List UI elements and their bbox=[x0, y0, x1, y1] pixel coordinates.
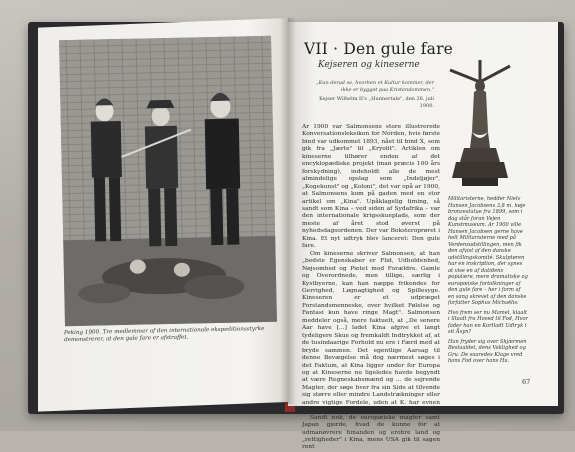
epigraph-quote: „Kun derad se, hvorhen et Kultur kommer, der ikke er bygget paa Kristendommen." bbox=[316, 80, 434, 93]
body-paragraph: Sandt nok, de europæiske magter samt Japan gjorde, hvad de kunne for at udmanøvrere hinanden og erobre land og „rettigheder" i Kina, mens USA gik til sagen rent bbox=[302, 414, 440, 451]
book-gutter-shadow bbox=[280, 18, 296, 404]
historical-photograph bbox=[59, 36, 277, 326]
sidebar-verse: Han fryder sig over Skjærmen Bestaaldet, dens Vaklighed og Gru. De saaredes Klage vred hans Fod over hans Hu. bbox=[448, 338, 527, 364]
sidebar-paragraph: Militaristerne, hedder Nielv Hansen Jacobsens 3,8 m. høje bronzestatue fra 1899, som i dag står foran Vejen Kunstmuseum. Ar 1900 ville Hansen Jacobsen gerne have helt Militaristerne med på Verdensudstillingen, men fik den afvist af den danske udstillingskomité. Skulptøren har en inskription, der synes at vise en af datidens populære, mere dramatiske og europæiske fortolkninger af den gule fare – her i form af en sang skrevet af den danske forfatter Sophus Michaëlis: bbox=[448, 196, 528, 306]
chapter-subtitle: Kejseren og kineserne bbox=[318, 60, 420, 70]
main-body-text bbox=[302, 124, 440, 452]
photo-caption: Peking 1900. Tre medlemmer af den internationale ekspeditionsstyrke demonstrerer, at den gule fare er afstraffet. bbox=[63, 326, 265, 344]
page-number: 67 bbox=[522, 378, 531, 386]
chapter-title: VII · Den gule fare bbox=[304, 40, 454, 58]
epigraph-source: Kejser Wilhelm II's „Hunnertale", den 28. juli 1900. bbox=[319, 96, 434, 109]
sidebar-verse: Hvo frem ser nu Mamel, klaalt i Staalt fra Hoved til Fod, Hvor fader han en Kortladt Udtryk i sit Åsyn? bbox=[448, 309, 528, 335]
bronze-statue-image bbox=[444, 52, 516, 192]
body-paragraph: Ar 1900 var Salmonsens store illustrerede Konversationsleksikon for Norden, hvis første bind var udkommet 1893, nået til bind X, som gik fra „Jærte" til „Kryolit". Artiklen om kineserne tilhører enden af det encyklopædiske projekt (man præcis 100 års forskydning), indeholdt alle de mest almindelige opslag som „Indeljøjer", „Kogekunst" og „Koloni", det var opå ar 1900, at Salmonsens kom på gaden med en stor artikel om „Kina". Upåklagelig timing, så sandt som Kina – ved siden af Sydafrika – var den internationale krigsskueplads, som der meste af året stod øverst på nyhedsdagsordenen. Der var Boksteroprøret i Kina. Et nyt udtryk blev lanceret: Den gule fare. bbox=[302, 124, 440, 250]
statue-caption-sidebar bbox=[448, 196, 528, 365]
body-paragraph: Om kineserne skriver Salmonsen, at han „bedste Egenskaber er Flid, Udholdenhed, Nøjsomhed og Pietet mod Forældre. Gamle og Overordnede, men tillige, særlig i Kystbyerne, kan han næppe frikendes for Gerrighed, Løgnagtighed og Spillesyge. Kineseren er et udpræget Forstandsmenneske, over hvilket Følelse og Fantasi kun have ringe Magt". Salmonsen meddeler også, mere faktuelt, at „De senere Aar have [...] ladet Kina afgive et langt tydeligere Skue og fremkaldt Indtrykket af, at de tusindaarige Forhold nu ere i Færd med at bryde sammen. Det egentlige Aarsag til denne Bevægelse må dog nærmest søges i det Faktum, at Kina ligger under for Europa og at Kineserne nu ligeledes havde begyndt at være Regneskabsmænd og ... de sejrende Magter, der søge hver fra sin Side at tilvende sig større eller mindre Landstrækninger eller andre vigtige Fordele, uden at K. har evnen med eller Magt til at værge disse Forsøg." bbox=[302, 250, 440, 414]
